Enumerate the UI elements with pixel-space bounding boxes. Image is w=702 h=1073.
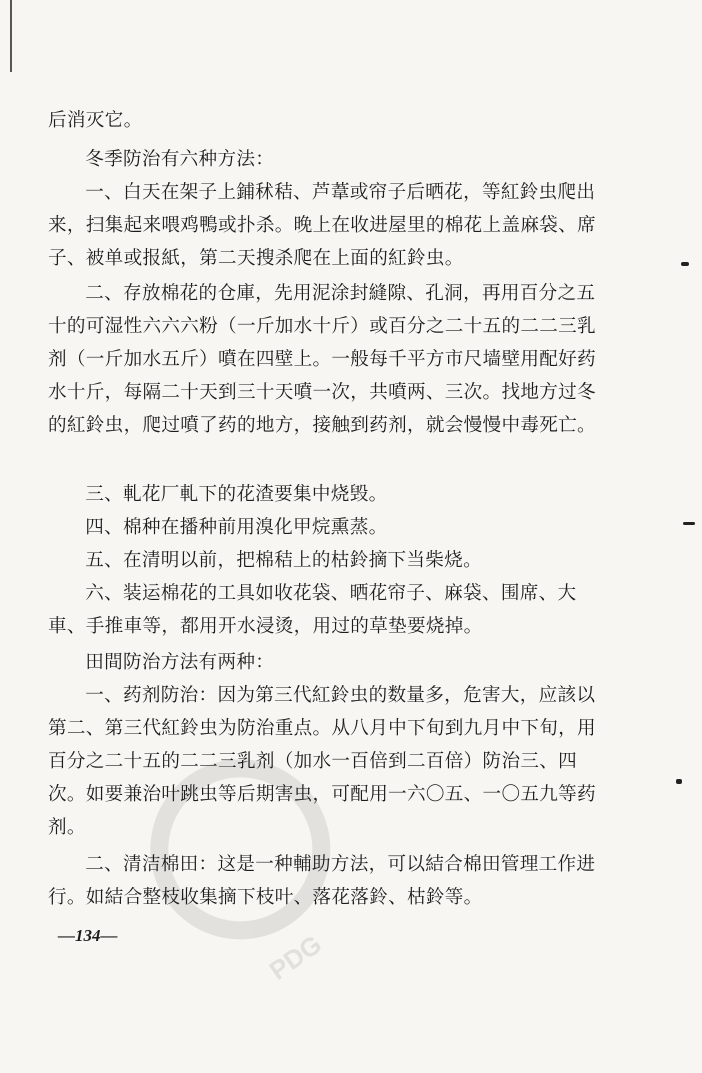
- paragraph-winter-method-4: 四、棉种在播种前用溴化甲烷熏蒸。: [85, 517, 388, 538]
- page-number: —134—: [58, 926, 118, 945]
- paragraph-winter-method-5: 五、在清明以前，把棉秸上的枯鈴摘下当柴烧。: [85, 550, 482, 571]
- scan-speck: [683, 522, 695, 525]
- paragraph-winter-intro: 冬季防治有六种方法：: [85, 149, 275, 170]
- paragraph-field-method-2: 二、清洁棉田：这是一种輔助方法，可以結合棉田管理工作进行。如結合整枝收集摘下枝叶、落花落鈴、枯鈴等。: [48, 854, 596, 908]
- paragraph-winter-method-1: 一、白天在架子上鋪秫秸、芦葦或帘子后晒花，等紅鈴虫爬出来，扫集起来喂鸡鴨或扑杀。晚上在收进屋里的棉花上盖麻袋、席子、被单或报紙，第二天搜杀爬在上面的紅鈴虫。: [48, 182, 596, 269]
- scan-speck: [681, 262, 689, 266]
- scan-edge-line: [10, 0, 12, 72]
- paragraph-winter-method-6: 六、装运棉花的工具如收花袋、晒花帘子、麻袋、围席、大車、手推車等，都用开水浸烫，用过的草垫要烧掉。: [48, 583, 577, 637]
- paragraph-winter-method-3: 三、軋花厂軋下的花渣要集中烧毁。: [85, 484, 388, 505]
- paragraph-field-method-1: 一、药剂防治：因为第三代紅鈴虫的数量多，危害大，应該以第二、第三代紅鈴虫为防治重点。从八月中下旬到九月中下旬，用百分之二十五的二二三乳剂（加水一百倍到二百倍）防治三、四次。如要兼治叶跳虫等后期害虫，可配用一六〇五、一〇五九等药剂。: [48, 685, 596, 838]
- watermark-text: PDG: [263, 928, 328, 986]
- paragraph-winter-method-2: 二、存放棉花的仓庫，先用泥涂封縫隙、孔洞，再用百分之五十的可湿性六六六粉（一斤加水十斤）或百分之二十五的二二三乳剂（一斤加水五斤）噴在四壁上。一般每千平方市尺墙壁用配好药水十斤，每隔二十天到三十天噴一次，共噴两、三次。找地方过冬的紅鈴虫，爬过噴了药的地方，接触到药剂，就会慢慢中毒死亡。: [48, 283, 596, 436]
- paragraph-field-intro: 田間防治方法有两种：: [85, 652, 275, 673]
- scan-speck: [676, 779, 682, 784]
- paragraph-continuation: 后消灭它。: [48, 110, 143, 131]
